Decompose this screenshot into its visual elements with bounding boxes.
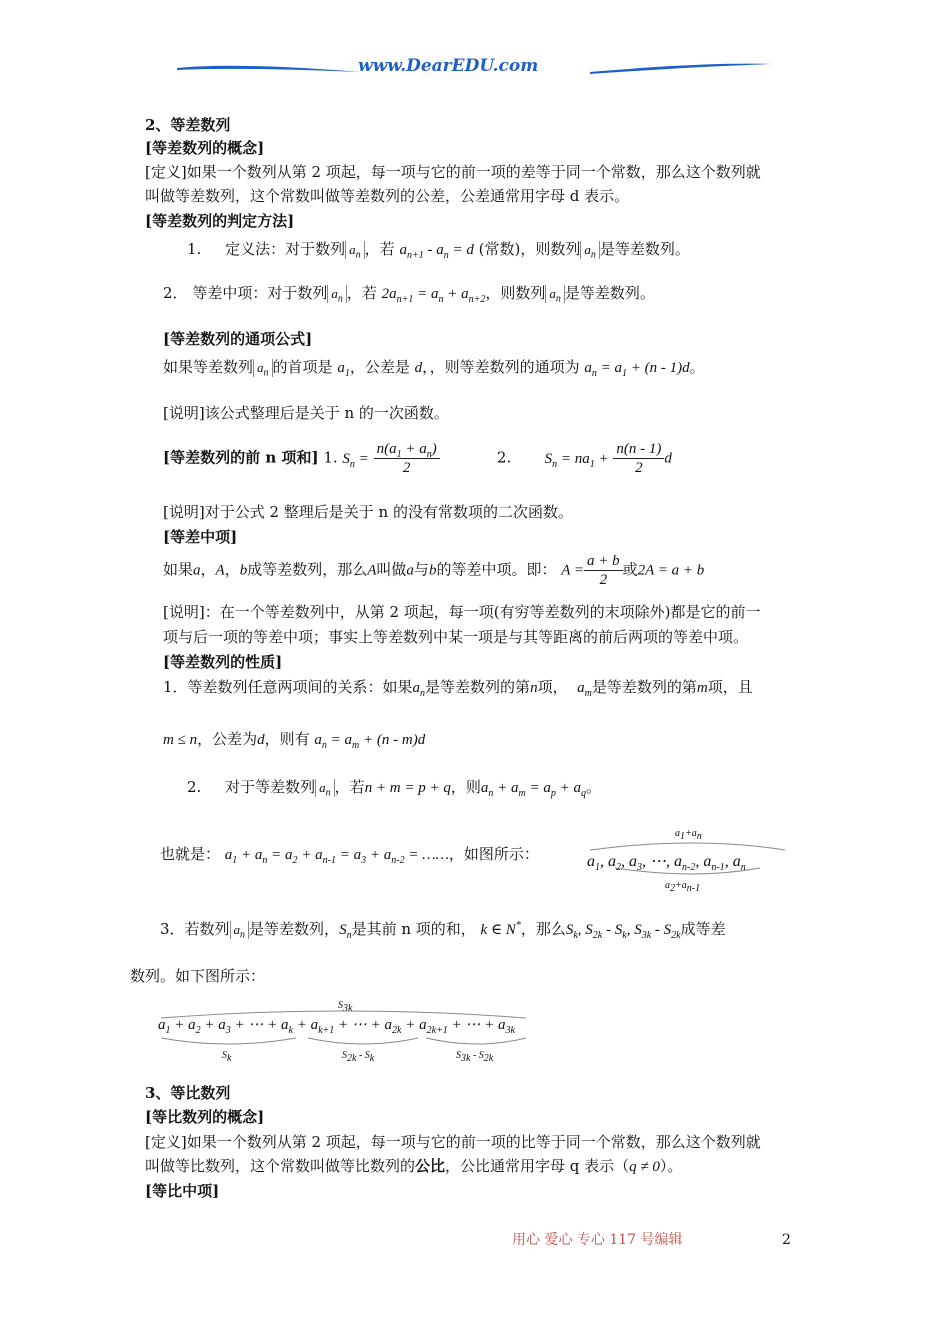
- fraction: $\frac{n(a_1 + a_n)}{2}$: [374, 440, 440, 477]
- formula: $a_n$: [545, 285, 565, 303]
- list-number: 2.: [187, 778, 202, 796]
- text: 叫做等比数列，这个常数叫做等比数列的: [145, 1157, 416, 1175]
- paragraph: [说明]：在一个等差数列中，从第 2 项起，每一项(有穷等差数列的末项除外)都是它的前一: [163, 603, 761, 621]
- subheading: [等差数列的性质]: [163, 653, 283, 671]
- paragraph: 叫做等比数列，这个常数叫做等比数列的公比，公比通常用字母 q 表示（q ≠ 0）。: [145, 1157, 683, 1175]
- pairing-diagram: $a_1+a_n$ $a_1$, $a_2$, $a_3$, ⋯, $a_{n-2}$, $a_{n-1}$, $a_n$ $a_2+a_{n-1}$: [585, 828, 815, 888]
- paragraph: 项与后一项的等差中项；事实上等差数列中某一项是与其等距离的前后两项的等差中项。: [163, 628, 749, 646]
- subheading: [等比中项]: [145, 1182, 220, 1200]
- subheading: [等差数列的判定方法]: [145, 212, 295, 230]
- text: 。: [586, 778, 602, 796]
- text: ，若: [334, 778, 365, 796]
- list-number: 2．: [163, 284, 188, 302]
- text: 如果等差数列: [163, 358, 254, 376]
- text: 成等差数列，那么: [247, 560, 368, 579]
- fraction: $\frac{n(n - 1)}{2}$: [613, 440, 664, 477]
- arithmetic-mean: 如果a，A，b成等差数列，那么A叫做a与b的等差中项。即： A = $\frac{a + b}{2}$ 或2A = a + b: [163, 553, 705, 588]
- text: ，公比通常用字母 q 表示（: [445, 1157, 630, 1175]
- list-number: 1.: [187, 240, 202, 258]
- text: ，若: [364, 240, 395, 258]
- paragraph: [定义]如果一个数列从第 2 项起，每一项与它的前一项的差等于同一个常数，那么这个数列就: [145, 163, 761, 181]
- header: [175, 56, 775, 86]
- text: 是等差数列，: [249, 920, 340, 938]
- property-3: 3．若数列 $a_n$ 是等差数列，$S_n$是其前 n 项的和， k ∈ N*，那么$S_k$, $S_{2k} - S_k$, $S_{3k} - S_{2k}$成等差: [160, 920, 726, 941]
- text: 是等差数列。: [599, 240, 690, 258]
- general-term: 如果等差数列 $a_n$ 的首项是 $a_1$，公差是 d，，则等差数列的通项为 $a_n = a_1 + (n - 1)d$。: [163, 358, 705, 379]
- formula: d: [414, 360, 423, 376]
- text: 的首项是: [272, 358, 333, 376]
- text: 3．若数列: [160, 920, 230, 938]
- text: 1．等差数列任意两项间的关系：如果: [163, 678, 413, 696]
- text: ，公差为: [197, 730, 258, 748]
- text: ，则有: [264, 730, 310, 748]
- text: 的等差中项。即：: [436, 560, 557, 579]
- text: 成等差: [680, 920, 726, 938]
- property-2: 2. 对于等差数列 $a_n$ ，若n + m = p + q，则$a_n + a_m = a_p + a_q$。: [187, 778, 602, 799]
- segment-sum-diagram: $S_{3k}$ $a_1 + a_2 + a_3$ + ⋯ + $a_k + a_{k+1}$ + ⋯ + $a_{2k} + a_{2k+1}$ + ⋯ + $a_{3k}$ $S_k$ $S_{2k} - S_k$ $S_{3k} - S_{2k}$: [158, 1000, 538, 1066]
- text: ，则: [450, 778, 481, 796]
- formula: $a_n$: [580, 241, 600, 259]
- text: 是等差数列的第: [591, 678, 697, 696]
- text: 是等差数列的第: [425, 678, 531, 696]
- text: 或: [622, 560, 638, 579]
- text: 等差中项：对于数列: [192, 284, 328, 302]
- formula: $a_n$: [345, 241, 365, 259]
- paragraph: 叫做等差数列，这个常数叫做等差数列的公差，公差通常用字母 d 表示。: [145, 187, 630, 205]
- text: ，则等差数列的通项为: [429, 358, 580, 376]
- text: 如果: [163, 560, 194, 579]
- list-number: 2.: [496, 448, 512, 467]
- judge-method-1: [187, 240, 690, 259]
- keyword: 公比: [415, 1157, 446, 1175]
- subheading: [等差中项]: [163, 528, 238, 546]
- subheading: [等差数列的通项公式]: [163, 330, 313, 348]
- site-url: www.DearEDU.com: [358, 56, 539, 76]
- text: (常数)，则数列: [478, 240, 581, 258]
- text: 对于等差数列: [225, 778, 316, 796]
- text: ）。: [659, 1157, 683, 1175]
- subheading: [等差数列的概念]: [145, 139, 265, 157]
- paragraph: 数列。如下图所示：: [130, 967, 266, 985]
- formula: $a_{n+1} - a_n = d$: [399, 242, 474, 261]
- section-title: 2、等差数列: [145, 116, 231, 134]
- page-number: 2: [782, 1232, 791, 1248]
- text: 项，且: [707, 678, 753, 696]
- paragraph: [定义]如果一个数列从第 2 项起，每一项与它的前一项的比等于同一个常数，那么这个数列就: [145, 1133, 761, 1151]
- text: 叫做: [376, 560, 407, 579]
- formula: $S_n = na_1$ +: [544, 450, 609, 470]
- text: ，如图所示：: [448, 845, 539, 863]
- formula: $a_n$: [253, 359, 273, 377]
- paragraph: [说明]该公式整理后是关于 n 的一次函数。: [163, 404, 449, 422]
- judge-method-2: [163, 284, 655, 303]
- text: 是等差数列。: [564, 284, 655, 302]
- text: 与: [413, 560, 429, 579]
- text: 也就是：: [160, 845, 221, 863]
- text: 项，: [537, 678, 568, 696]
- section-title: 3、等比数列: [145, 1084, 231, 1102]
- formula: $a_n$: [327, 285, 347, 303]
- text: ，则数列: [485, 284, 546, 302]
- text: ，那么: [520, 920, 566, 938]
- list-number: 1.: [323, 448, 338, 467]
- also-line: 也就是： $a_1 + a_n = a_2 + a_{n-1} = a_3 + a_{n-2}$ = ……，如图所示：: [160, 845, 539, 866]
- header-swoosh-right: [585, 58, 775, 82]
- text: 是其前 n 项的和，: [351, 920, 476, 938]
- text: 定义法：对于数列: [225, 240, 346, 258]
- formula: $a_n = a_1 + (n - 1)d$: [584, 360, 690, 379]
- property-1: 1．等差数列任意两项间的关系：如果$a_n$是等差数列的第n项， $a_m$是等差数列的第m项，且: [163, 678, 753, 699]
- formula: $2a_{n+1} = a_n + a_{n+2}$: [381, 286, 486, 305]
- paragraph: [说明]对于公式 2 整理后是关于 n 的没有常数项的二次函数。: [163, 503, 573, 521]
- subheading: [等比数列的概念]: [145, 1108, 265, 1126]
- property-1-cont: m ≤ n，公差为d，则有 $a_n = a_m + (n - m)d$: [163, 730, 426, 751]
- subheading: [等差数列的前 n 项和]: [163, 448, 319, 467]
- text: 。: [689, 358, 705, 376]
- fraction: $\frac{a + b}{2}$: [584, 552, 623, 589]
- formula: $a_1$: [337, 360, 350, 379]
- footer-text: 用心 爱心 专心 117 号编辑: [512, 1232, 683, 1248]
- text: ，若: [346, 284, 377, 302]
- sum-formulas: [等差数列的前 n 项和] 1. $S_n$ = $\frac{n(a_1 + a_n)}{2}$ 2. $S_n = na_1$ + $\frac{n(n - 1)}{2}$ d: [163, 441, 672, 476]
- header-swoosh-left: [175, 58, 365, 82]
- formula: $S_n$ =: [342, 450, 369, 470]
- text: ，公差是: [349, 358, 410, 376]
